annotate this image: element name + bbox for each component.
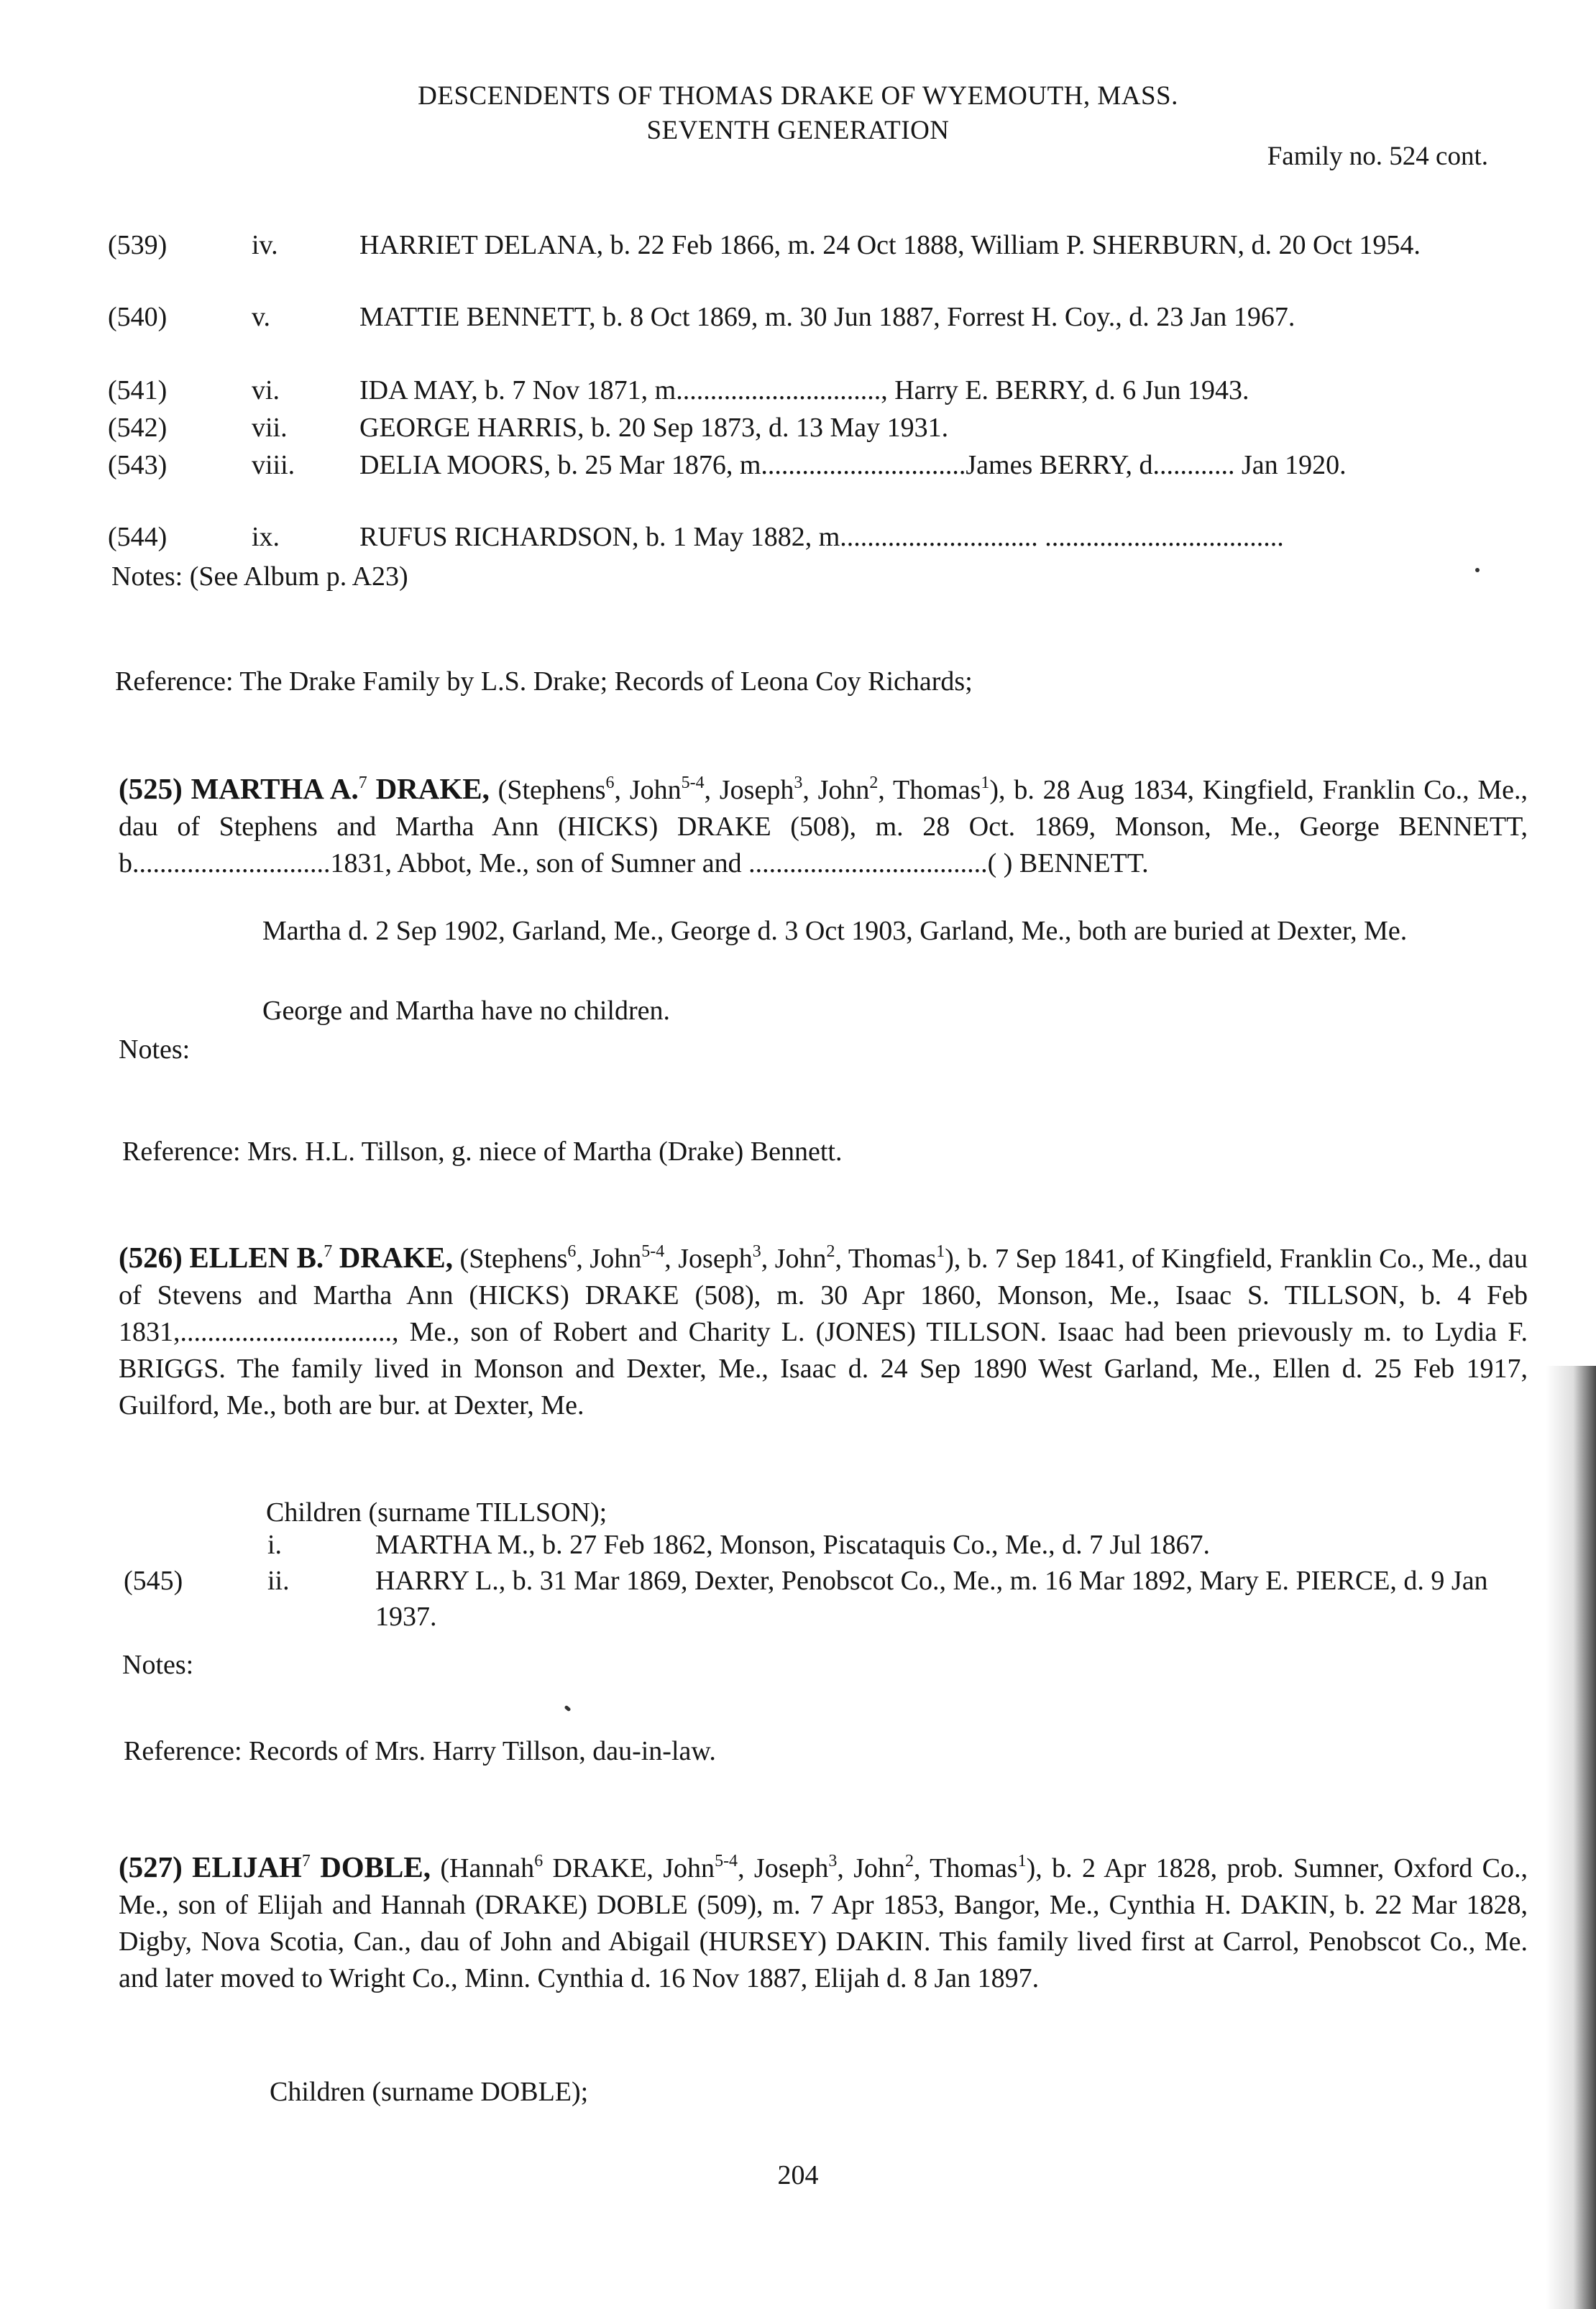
child-text: RUFUS RICHARDSON, b. 1 May 1882, m............................. ................................... <box>359 522 1284 552</box>
child-number: (539) <box>108 230 168 260</box>
ancestor-sup: 1 <box>1017 1852 1027 1870</box>
ancestor-text: , John <box>802 775 870 805</box>
ancestor-sup: 2 <box>826 1242 835 1261</box>
entry-paragraph: Martha d. 2 Sep 1902, Garland, Me., George d. 3 Oct 1903, Garland, Me., both are buried at Dexter, Me. <box>262 916 1408 946</box>
child-number: (544) <box>108 522 168 552</box>
entry-525-para3 <box>119 993 1528 1029</box>
child-entry-545 <box>0 1563 1596 1635</box>
notes-524: Notes: (See Album p. A23) <box>111 561 408 592</box>
ancestor-sup: 6 <box>567 1242 577 1261</box>
child-roman: v. <box>252 302 271 332</box>
entry-body: ), b. 28 Aug 1834, Kingfield, Franklin Co., Me., dau of Stephens and Martha Ann (HICKS) DRAKE (508), m. 28 Oct. 1869, Monson, Me., George BENNETT, b.............................1831, Abbot, Me., son of Sumner and ...................................( ) BENNETT. <box>119 775 1528 878</box>
entry-id: (525) <box>119 772 183 805</box>
ancestor-sup: 5-4 <box>641 1242 665 1261</box>
person-surname: DRAKE, <box>339 1241 454 1274</box>
generation-sup: 7 <box>301 1852 311 1870</box>
child-text: MARTHA M., b. 27 Feb 1862, Monson, Piscataquis Co., Me., d. 7 Jul 1867. <box>375 1530 1210 1560</box>
ancestor-sup: 3 <box>794 774 803 792</box>
ancestor-text: , Joseph <box>664 1244 753 1274</box>
child-number: (543) <box>108 450 168 480</box>
entry-526 <box>119 1239 1528 1424</box>
ancestor-text: , John <box>761 1244 827 1274</box>
child-roman: vi. <box>252 375 280 405</box>
ancestor-sup: 1 <box>981 774 990 792</box>
family-number: Family no. 524 cont. <box>1267 142 1488 171</box>
ancestor-sup: 6 <box>534 1852 544 1870</box>
child-roman: viii. <box>252 450 295 480</box>
ancestor-sup: 1 <box>936 1242 945 1261</box>
child-text: GEORGE HARRIS, b. 20 Sep 1873, d. 13 May 1931. <box>359 413 949 443</box>
child-text: IDA MAY, b. 7 Nov 1871, m.............................., Harry E. BERRY, d. 6 Jun 1943. <box>359 375 1249 405</box>
person-surname: DRAKE, <box>375 772 490 805</box>
ancestor-text: , Thomas <box>878 775 981 805</box>
document-title: DESCENDENTS OF THOMAS DRAKE OF WYEMOUTH, MASS. <box>418 81 1178 111</box>
entry-id: (527) <box>119 1850 183 1883</box>
ancestor-sup: 6 <box>605 774 615 792</box>
ancestor-text: , John <box>837 1853 905 1883</box>
child-text: DELIA MOORS, b. 25 Mar 1876, m..............................James BERRY, d............ Jan 1920. <box>359 450 1347 480</box>
child-roman: i. <box>267 1530 283 1560</box>
reference-526: Reference: Records of Mrs. Harry Tillson, dau-in-law. <box>124 1736 716 1766</box>
generation-sup: 7 <box>358 774 367 792</box>
child-entry-539 <box>0 227 1596 299</box>
notes-526: Notes: <box>122 1650 194 1680</box>
scan-speck <box>1475 568 1480 572</box>
child-roman: vii. <box>252 413 288 443</box>
child-roman: ix. <box>252 522 280 552</box>
person-surname: DOBLE, <box>320 1850 431 1883</box>
ancestor-text: , Thomas <box>914 1853 1018 1883</box>
child-entry-544 <box>0 519 1596 555</box>
entry-525 <box>119 771 1528 882</box>
ancestor-text: (Stephens <box>497 775 606 805</box>
entry-525-para2 <box>119 913 1528 950</box>
child-text: HARRY L., b. 31 Mar 1869, Dexter, Penobscot Co., Me., m. 16 Mar 1892, Mary E. PIERCE, d. 9 Jan 1937. <box>375 1566 1488 1632</box>
scan-speck <box>564 1705 571 1712</box>
child-roman: ii. <box>267 1566 290 1596</box>
ancestor-text: , John <box>614 775 682 805</box>
ancestor-sup: 2 <box>905 1852 914 1870</box>
reference-524: Reference: The Drake Family by L.S. Drake; Records of Leona Coy Richards; <box>115 666 973 697</box>
child-number: (540) <box>108 302 168 332</box>
notes-525: Notes: <box>119 1034 191 1065</box>
ancestor-sup: 3 <box>752 1242 761 1261</box>
child-entry-542 <box>0 410 1596 446</box>
page-number: 204 <box>777 2160 819 2190</box>
ancestor-sup: 2 <box>869 774 879 792</box>
child-number: (542) <box>108 413 168 443</box>
entry-body: ), b. 2 Apr 1828, prob. Sumner, Oxford Co., Me., son of Elijah and Hannah (DRAKE) DOBLE (509), m. 7 Apr 1853, Bangor, Me., Cynthia H. DAKIN, b. 22 Mar 1828, Digby, Nova Scotia, Can., dau of John and Abigail (HURSEY) DAKIN. This family lived first at Carrol, Penobscot Co., Me. and later moved to Wright Co., Minn. Cynthia d. 16 Nov 1887, Elijah d. 8 Jan 1897. <box>119 1853 1528 1993</box>
person-name: MARTHA A. <box>191 772 359 805</box>
ancestor-sup: 3 <box>828 1852 838 1870</box>
page-edge-shadow <box>1546 1366 1596 2309</box>
ancestor-text: (Hannah <box>440 1853 535 1883</box>
generation-heading: SEVENTH GENERATION <box>646 116 950 145</box>
child-entry-541 <box>0 372 1596 408</box>
child-text: HARRIET DELANA, b. 22 Feb 1866, m. 24 Oct 1888, William P. SHERBURN, d. 20 Oct 1954. <box>359 230 1421 260</box>
child-entry-540 <box>0 299 1596 371</box>
child-text: MATTIE BENNETT, b. 8 Oct 1869, m. 30 Jun 1887, Forrest H. Coy., d. 23 Jan 1967. <box>359 302 1295 332</box>
person-name: ELIJAH <box>192 1850 302 1883</box>
child-entry-543 <box>0 447 1596 519</box>
ancestor-text: , Thomas <box>835 1244 937 1274</box>
person-name: ELLEN B. <box>189 1241 324 1274</box>
entry-id: (526) <box>119 1241 183 1274</box>
child-entry-526-i <box>0 1527 1596 1563</box>
ancestor-text: , Joseph <box>738 1853 829 1883</box>
ancestor-text: (Stephens <box>459 1244 568 1274</box>
ancestor-sup: 5-4 <box>681 774 705 792</box>
generation-sup: 7 <box>324 1242 333 1261</box>
ancestor-sup: 5-4 <box>715 1852 738 1870</box>
ancestor-text: , John <box>576 1244 642 1274</box>
child-number: (545) <box>124 1566 183 1596</box>
entry-body: ), b. 7 Sep 1841, of Kingfield, Franklin Co., Me., dau of Stevens and Martha Ann (HICKS) DRAKE (508), m. 30 Apr 1860, Monson, Me., Isaac S. TILLSON, b. 4 Feb 1831,..............................., Me., son of Robert and Charity L. (JONES) TILLSON. Isaac had been prievously m. to Lydia F. BRIGGS. The family lived in Monson and Dexter, Me., Isaac d. 24 Sep 1890 West Garland, Me., Ellen d. 25 Feb 1917, Guilford, Me., both are bur. at Dexter, Me. <box>119 1244 1528 1420</box>
entry-paragraph: George and Martha have no children. <box>262 996 670 1026</box>
child-roman: iv. <box>252 230 278 260</box>
children-label-527: Children (surname DOBLE); <box>270 2077 589 2107</box>
entry-527 <box>119 1849 1528 1997</box>
ancestor-text: , Joseph <box>704 775 794 805</box>
child-number: (541) <box>108 375 168 405</box>
reference-525: Reference: Mrs. H.L. Tillson, g. niece of Martha (Drake) Bennett. <box>122 1137 843 1167</box>
ancestor-text: DRAKE, John <box>543 1853 715 1883</box>
children-label-526: Children (surname TILLSON); <box>266 1497 607 1528</box>
